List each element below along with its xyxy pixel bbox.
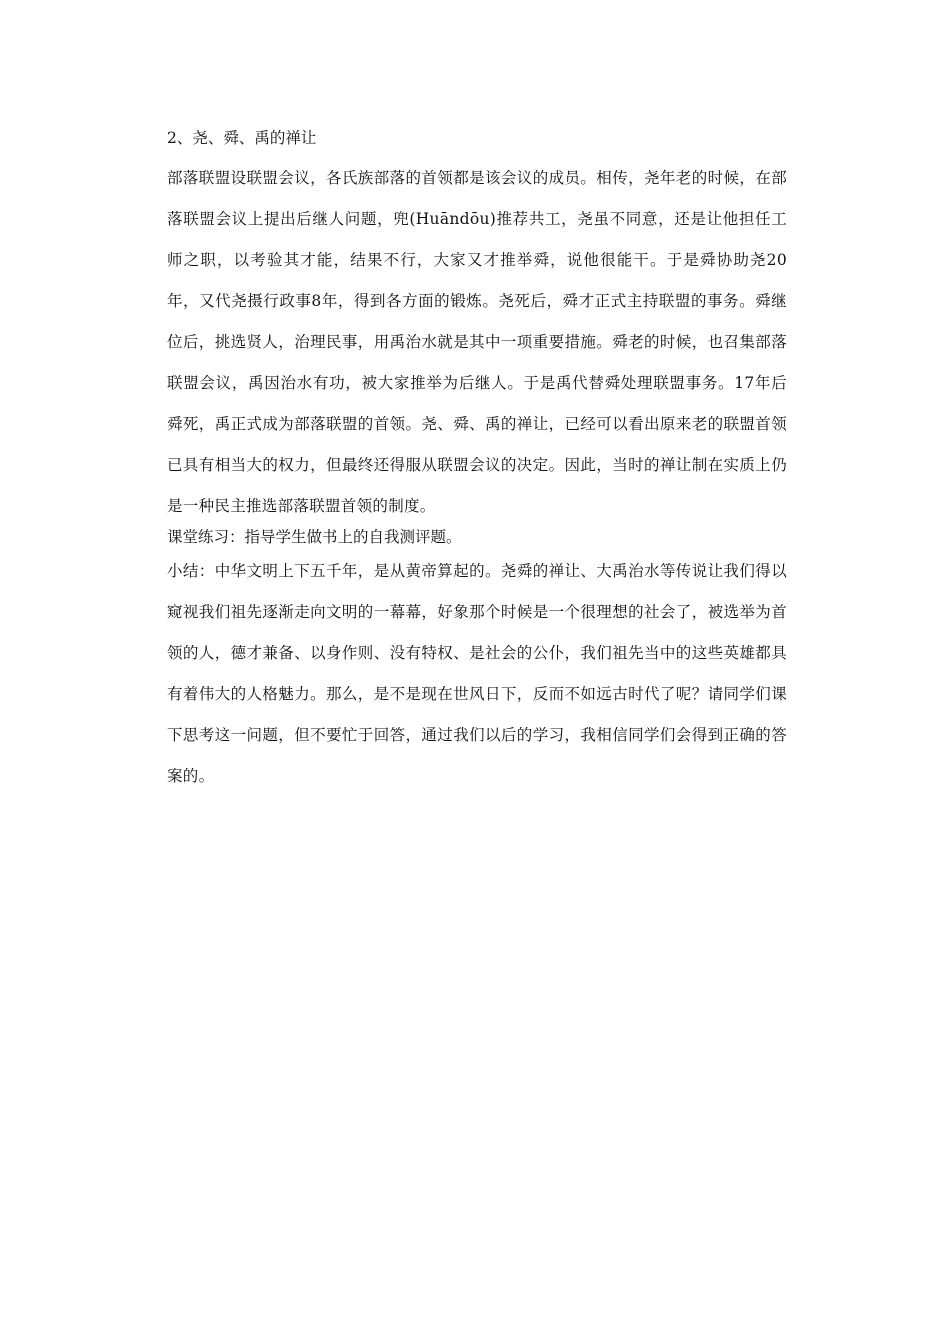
paragraph-abdication: 部落联盟设联盟会议，各氏族部落的首领都是该会议的成员。相传，尧年老的时候，在部落联盟会议上提出后继人问题，兜(Huāndōu)推荐共工，尧虽不同意，还是让他担任工师之职，以考验其才能，结果不行，大家又才推举舜，说他很能干。于是舜协助尧20年，又代尧摄行政事8年，得到各方面的锻炼。尧死后，舜才正式主持联盟的事务。舜继位后，挑选贤人，治理民事，用禹治水就是其中一项重要措施。舜老的时候，也召集部落联盟会议，禹因治水有功，被大家推举为后继人。于是禹代替舜处理联盟事务。17年后舜死，禹正式成为部落联盟的首领。尧、舜、禹的禅让，已经可以看出原来老的联盟首领已具有相当大的权力，但最终还得服从联盟会议的决定。因此，当时的禅让制在实质上仍是一种民主推选部落联盟首领的制度。 — [167, 169, 787, 515]
section-heading: 2、尧、舜、禹的禅让 — [167, 129, 317, 147]
summary-paragraph: 小结：中华文明上下五千年，是从黄帝算起的。尧舜的禅让、大禹治水等传说让我们得以窥视我们祖先逐渐走向文明的一幕幕，好象那个时候是一个很理想的社会了，被选举为首领的人，德才兼备、以身作则、没有特权、是社会的公仆，我们祖先当中的这些英雄都具有着伟大的人格魅力。那么，是不是现在世风日下，反而不如远古时代了呢？请同学们课下思考这一问题，但不要忙于回答，通过我们以后的学习，我相信同学们会得到正确的答案的。 — [167, 562, 787, 785]
exercise-line: 课堂练习：指导学生做书上的自我测评题。 — [167, 528, 462, 546]
document-body — [167, 124, 787, 797]
